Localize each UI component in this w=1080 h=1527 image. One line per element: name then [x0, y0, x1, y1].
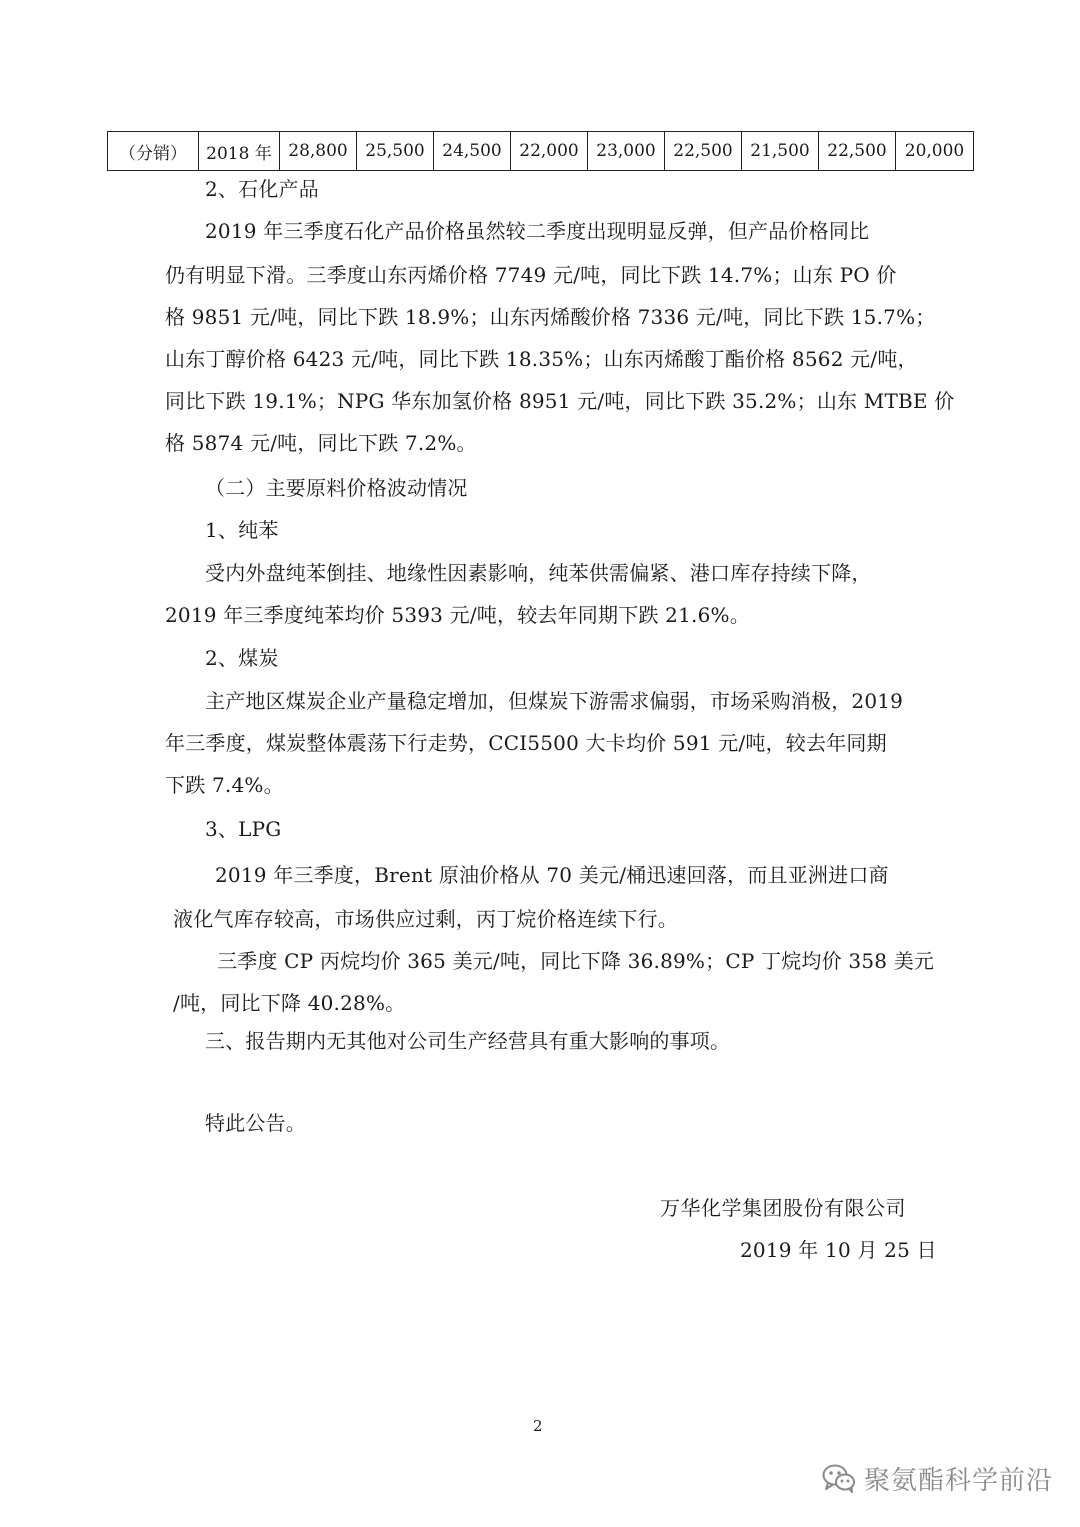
paragraph-line: 同比下跌 19.1%；NPG 华东加氢价格 8951 元/吨，同比下跌 35.2%；山东 MTBE 价 — [165, 389, 955, 413]
table-cell: 21,500 — [742, 132, 819, 171]
table-cell: 22,500 — [665, 132, 742, 171]
paragraph-line: 主产地区煤炭企业产量稳定增加，但煤炭下游需求偏弱，市场采购消极，2019 — [205, 689, 904, 713]
paragraph-line: /吨，同比下降 40.28%。 — [173, 991, 406, 1015]
table-cell: （分销） — [108, 132, 199, 171]
table-cell: 28,800 — [280, 132, 357, 171]
table-cell: 24,500 — [434, 132, 511, 171]
paragraph-line: 仍有明显下滑。三季度山东丙烯价格 7749 元/吨，同比下跌 14.7%；山东 PO 价 — [165, 263, 897, 287]
paragraph-line: 三季度 CP 丙烷均价 365 美元/吨，同比下降 36.89%；CP 丁烷均价 358 美元 — [217, 949, 935, 973]
page-number: 2 — [533, 1417, 543, 1435]
table-cell: 20,000 — [896, 132, 974, 171]
section-heading: 2、石化产品 — [205, 177, 319, 201]
section-heading: 2、煤炭 — [205, 646, 279, 670]
section-heading: （二）主要原料价格波动情况 — [205, 476, 468, 500]
paragraph-line: 格 5874 元/吨，同比下跌 7.2%。 — [165, 431, 477, 455]
price-table — [107, 131, 974, 171]
table-cell: 22,500 — [819, 132, 896, 171]
paragraph-line: 2019 年三季度石化产品价格虽然较二季度出现明显反弹，但产品价格同比 — [205, 219, 870, 243]
section-heading: 1、纯苯 — [205, 518, 279, 542]
paragraph-line: 2019 年三季度，Brent 原油价格从 70 美元/桶迅速回落，而且亚洲进口商 — [215, 863, 889, 887]
table-cell: 23,000 — [588, 132, 665, 171]
watermark — [822, 1460, 1053, 1496]
table-cell: 25,500 — [357, 132, 434, 171]
section-heading: 3、LPG — [205, 817, 282, 841]
paragraph-line: 2019 年三季度纯苯均价 5393 元/吨，较去年同期下跌 21.6%。 — [165, 603, 750, 627]
paragraph-line: 受内外盘纯苯倒挂、地缘性因素影响，纯苯供需偏紧、港口库存持续下降， — [205, 561, 872, 585]
table-row — [108, 132, 974, 171]
signature-date: 2019 年 10 月 25 日 — [740, 1238, 937, 1262]
closing-statement: 特此公告。 — [205, 1111, 306, 1135]
paragraph-line: 年三季度，煤炭整体震荡下行走势，CCI5500 大卡均价 591 元/吨，较去年同期 — [165, 731, 887, 755]
company-signature: 万华化学集团股份有限公司 — [660, 1196, 906, 1220]
paragraph-line: 液化气库存较高，市场供应过剩，丙丁烷价格连续下行。 — [173, 907, 678, 931]
paragraph-line: 格 9851 元/吨，同比下跌 18.9%；山东丙烯酸价格 7336 元/吨，同比下跌 15.7%； — [165, 305, 936, 329]
table-cell: 22,000 — [511, 132, 588, 171]
section-heading: 三、报告期内无其他对公司生产经营具有重大影响的事项。 — [205, 1029, 731, 1053]
table-cell: 2018 年 — [199, 132, 280, 171]
wechat-icon — [822, 1463, 856, 1493]
paragraph-line: 山东丁醇价格 6423 元/吨，同比下跌 18.35%；山东丙烯酸丁酯价格 8562 元/吨， — [165, 347, 918, 371]
paragraph-line: 下跌 7.4%。 — [165, 773, 284, 797]
watermark-text: 聚氨酯科学前沿 — [864, 1465, 1054, 1496]
